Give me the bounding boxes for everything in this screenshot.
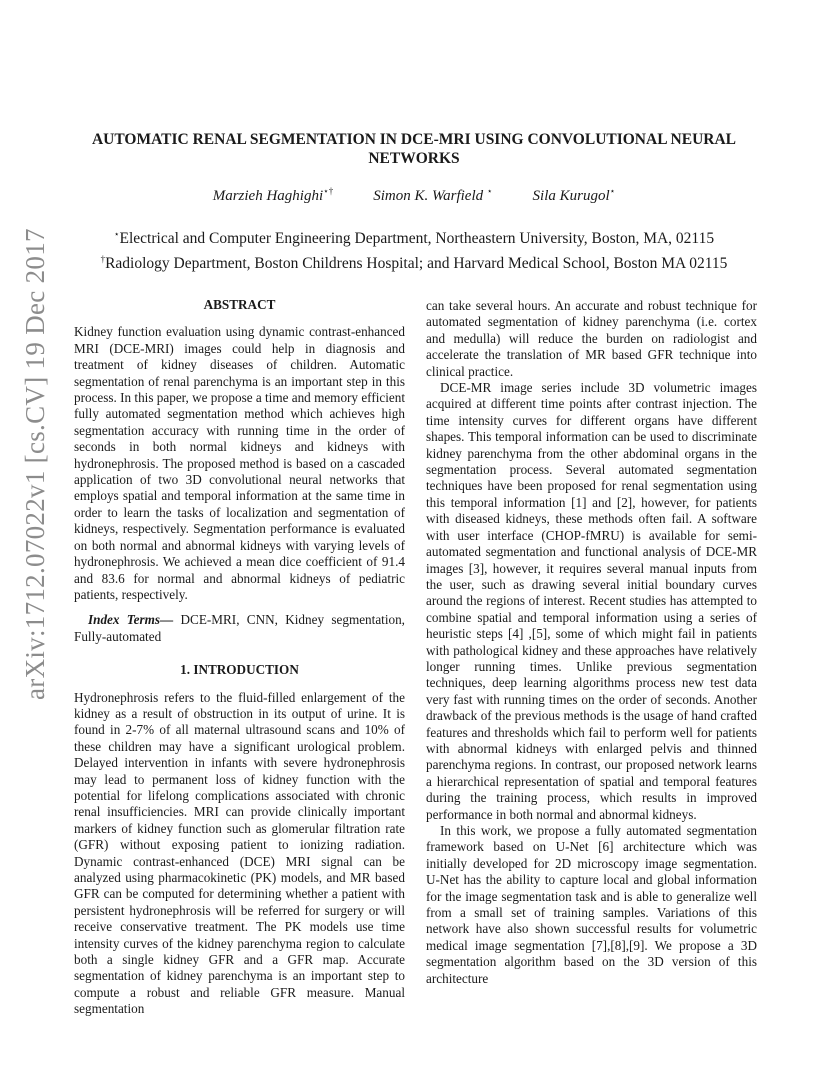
index-terms: [74, 612, 405, 645]
right-column: [426, 298, 757, 987]
affiliation-2: [40, 249, 788, 274]
introduction-paragraph-1-continued: can take several hours. An accurate and robust technique for automated segmentation of kidney parenchyma (i.e. cortex and medulla) will reduce the burden on radiologist and accelerate the translation of MR based GFR technique into clinical practice.: [426, 298, 757, 379]
left-column: [74, 297, 405, 1018]
introduction-paragraph-1: Hydronephrosis refers to the fluid-filled enlargement of the kidney as a result of obstruction in its output of urine. It is found in 2-7% of all maternal ultrasound scans and 10% of these children may have a significant urological problem. Delayed intervention in infants with severe hydronephrosis may lead to permanent loss of kidney function with the potential for lifelong complications associated with chronic renal insufficiencies. MRI can provide clinically important markers of kidney function such as glomerular filtration rate (GFR) without exposing patient to ionizing radiation. Dynamic contrast-enhanced (DCE) MRI signal can be analyzed using pharmacokinetic (PK) models, and MR based GFR can be computed for determining whether a patient with persistent hydronephrosis will be referred for surgery or will receive conservative treatment. The PK models use time intensity curves of the kidney parenchyma region to calculate both a single kidney GFR and a GFR map. Accurate segmentation of kidney parenchyma is an important step to compute a robust and reliable GFR measure. Manual segmentation: [74, 689, 405, 1017]
introduction-paragraph-3: In this work, we propose a fully automated segmentation framework based on U-Net [6] architecture which was initially developed for 2D microscopy image segmentation. U-Net has the ability to capture local and global information for the image segmentation task and is able to generalize well from a small set of training samples. Variations of this network have also shown successful results for volumetric medical image segmentation [7],[8],[9]. We propose a 3D segmentation algorithm based on the 3D version of this architecture: [426, 823, 757, 986]
author-2: [373, 186, 492, 205]
introduction-heading: 1. INTRODUCTION: [180, 662, 299, 678]
affiliation-text: Radiology Department, Boston Childrens Hospital; and Harvard Medical School, Boston MA 02115: [105, 255, 728, 273]
author-name: Marzieh Haghighi: [212, 188, 324, 204]
affiliation-mark: ⋆: [113, 229, 120, 239]
affiliation-1: [40, 224, 788, 249]
abstract-heading: ABSTRACT: [203, 297, 276, 312]
author-marks: ⋆†: [323, 186, 334, 196]
index-terms-text: DCE-MRI, CNN, Kidney segmentation, Fully-automated: [74, 612, 405, 644]
arxiv-identifier: arXiv:1712.07022v1 [cs.CV] 19 Dec 2017: [20, 228, 50, 700]
introduction-paragraph-2: DCE-MR image series include 3D volumetric images acquired at different time points after contrast injection. The time intensity curves for different organs have different shapes. This temporal information can be used to discriminate kidney parenchyma from the other abdominal organs in the segmentation process. Several automated segmentation techniques have been proposed for renal segmentation using this temporal information [1] and [2], however, for patients with diseased kidneys, these methods often fail. A software with user interface (CHOP-fMRU) is available for semi-automated segmentation and functional analysis of DCE-MR images [3], however, it requires several manual inputs from the user, such as drawing several initial boundary curves around the regions of interest. Recent studies has attempted to combine spatial and temporal information using a series of heuristic steps [4] ,[5], some of which might fail in patients with pathological kidney and these approaches have relatively longer running times. Unlike previous segmentation techniques, deep learning algorithms process new test data very fast with running times on the order of seconds. Another drawback of the previous methods is the usage of hand crafted features and thresholds which fail to perform well for patients with abnormal kidneys with enlarged pelvis and thinned parenchyma regions. In contrast, our proposed network learns a hierarchical representation of spatial and temporal features during the training process, which results in improved performance in both normal and abnormal kidneys.: [426, 380, 757, 822]
author-list: [70, 186, 758, 205]
affiliations: [40, 224, 788, 274]
paper-title: AUTOMATIC RENAL SEGMENTATION IN DCE-MRI USING CONVOLUTIONAL NEURAL NETWORKS: [91, 131, 737, 167]
affiliation-text: Electrical and Computer Engineering Department, Northeastern University, Boston, MA, 02115: [119, 230, 715, 248]
index-terms-label: Index Terms—: [88, 612, 174, 628]
author-3: [533, 186, 616, 205]
author-marks: ⋆: [609, 186, 616, 196]
affiliation-mark: †: [100, 254, 106, 265]
abstract-text: Kidney function evaluation using dynamic contrast-enhanced MRI (DCE-MRI) images could help in diagnosis and treatment of kidney diseases of children. Automatic segmentation of renal parenchyma is an important step in this process. In this paper, we propose a time and memory efficient fully automated segmentation method which achieves high segmentation accuracy with running time in the order of seconds in both normal kidneys and kidneys with hydronephrosis. The proposed method is based on a cascaded application of two 3D convolutional neural networks that employs spatial and temporal information at the same time in order to learn the tasks of localization and segmentation of kidneys, respectively. Segmentation performance is evaluated on both normal and abnormal kidneys with varying levels of hydronephrosis. We achieved a mean dice coefficient of 91.4 and 83.6 for normal and abnormal kidneys of pediatric patients, respectively.: [74, 324, 406, 602]
author-name: Sila Kurugol: [532, 188, 610, 204]
author-marks: ⋆: [486, 186, 493, 196]
author-name: Simon K. Warfield: [373, 188, 484, 204]
author-1: [213, 186, 334, 205]
